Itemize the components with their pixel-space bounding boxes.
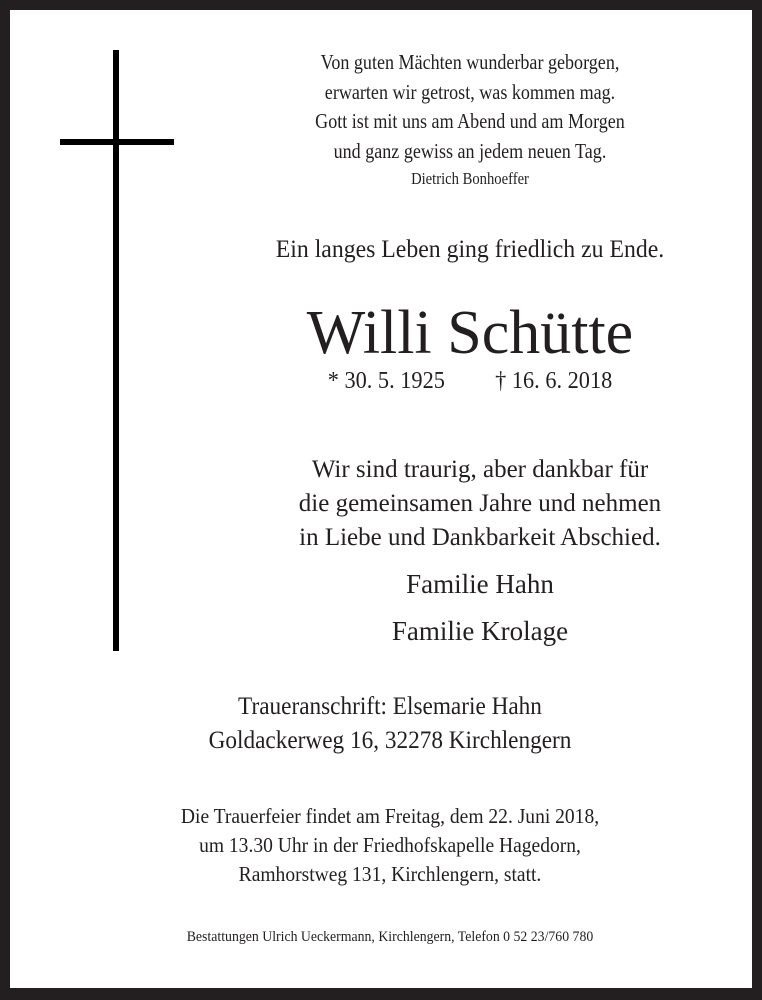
thanks-line: Wir sind traurig, aber dankbar für: [311, 456, 649, 483]
address-line: Goldackerweg 16, 32278 Kirchlengern: [208, 727, 572, 754]
family-name: Familie Hahn: [406, 569, 554, 599]
quote-line: erwarten wir getrost, was kommen mag.: [324, 79, 616, 104]
undertaker-footer: Bestattungen Ulrich Ueckermann, Kirchlengern, Telefon 0 52 23/760 780: [186, 929, 594, 945]
address-line: Traueranschrift: Elsemarie Hahn: [238, 693, 542, 720]
thanks-line: die gemeinsamen Jahre und nehmen: [298, 490, 662, 517]
funeral-line: Die Trauerfeier findet am Freitag, dem 22. Juni 2018,: [180, 804, 600, 828]
life-dates: [265, 368, 674, 395]
thanks-text: [200, 453, 760, 555]
quote-author: Dietrich Bonhoeffer: [411, 169, 529, 188]
mourning-address: [92, 690, 687, 758]
quote-line: und ganz gewiss an jedem neuen Tag.: [333, 138, 607, 163]
quote-line: Gott ist mit uns am Abend und am Morgen: [315, 109, 625, 133]
bonhoeffer-quote: [246, 48, 693, 192]
funeral-line: um 13.30 Uhr in der Friedhofskapelle Hagedorn,: [199, 833, 581, 857]
birth-date: * 30. 5. 1925: [327, 368, 445, 394]
obituary-card: [10, 10, 752, 988]
funeral-info: [92, 802, 687, 889]
thanks-line: in Liebe und Dankbarkeit Abschied.: [299, 524, 661, 551]
deceased-name: Willi Schütte: [306, 299, 634, 367]
cross-horizontal-bar: [60, 139, 174, 145]
family-name: Familie Krolage: [391, 616, 569, 646]
intro-line: Ein langes Leben ging friedlich zu Ende.: [275, 236, 665, 263]
death-date: † 16. 6. 2018: [495, 368, 613, 394]
funeral-line: Ramhorstweg 131, Kirchlengern, statt.: [238, 862, 542, 886]
quote-line: Von guten Mächten wunderbar geborgen,: [320, 50, 620, 74]
